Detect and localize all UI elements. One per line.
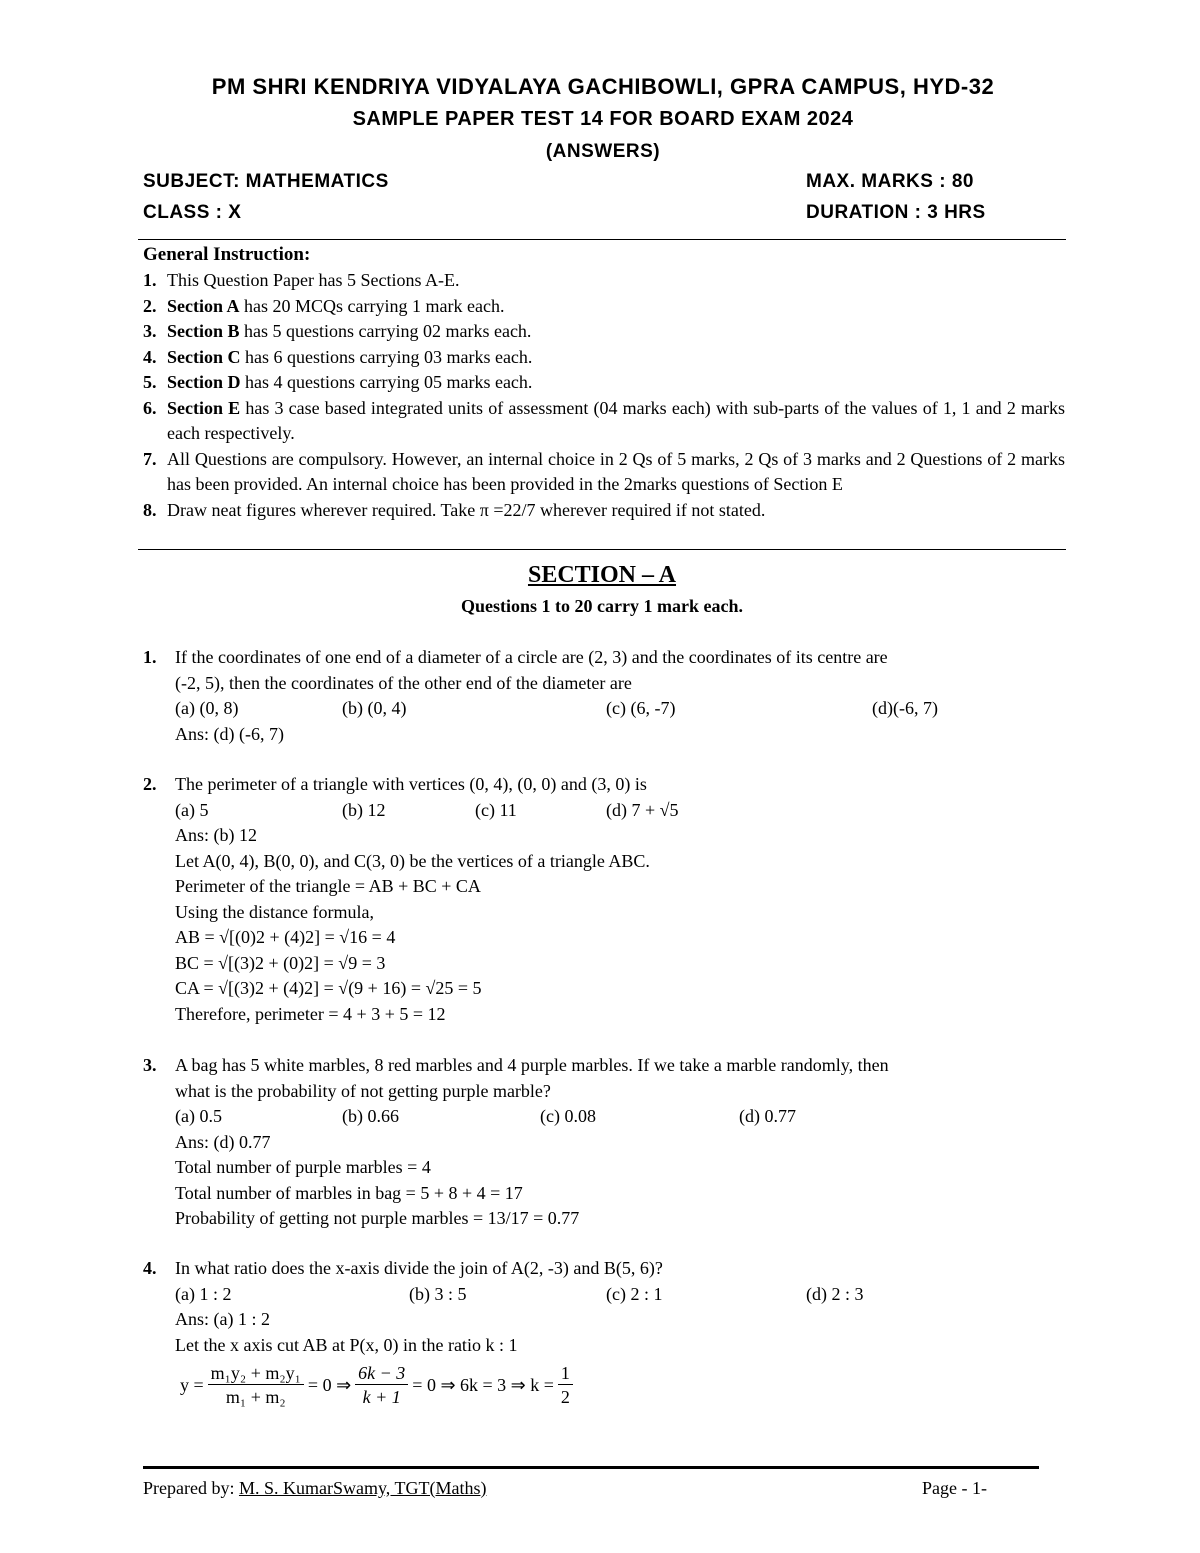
options-row (175, 798, 1063, 824)
answer-text: Ans: (b) 12 (175, 825, 257, 845)
question-text: what is the probability of not getting purple marble? (175, 1080, 551, 1101)
question-number: 1. (143, 647, 157, 667)
instruction-item: 3. Section B has 5 questions carrying 02 marks each. (143, 321, 532, 341)
instructions-divider (138, 549, 1066, 550)
fraction-substituted (355, 1362, 408, 1409)
options-row (175, 1282, 1063, 1308)
instruction-item: 1. This Question Paper has 5 Sections A-E. (143, 270, 460, 290)
option-a: (a) 1 : 2 (175, 1283, 232, 1304)
fraction-denominator: m₁ + m₂ (225, 1387, 286, 1407)
instructions-list (143, 268, 1065, 523)
section-title: SECTION – A (527, 562, 677, 588)
option-b: (b) 3 : 5 (409, 1283, 467, 1304)
equation-step: = 0 ⇒ (307, 1375, 352, 1395)
prepared-label: Prepared by: (143, 1478, 239, 1498)
equation-lhs: y = (180, 1375, 204, 1395)
working-line: BC = √[(3)2 + (0)2] = √9 = 3 (175, 952, 386, 973)
working-line: Using the distance formula, (175, 901, 374, 922)
option-a: (a) 0.5 (175, 1106, 222, 1126)
option-d: (d) 0.77 (739, 1106, 796, 1126)
question-text: If the coordinates of one end of a diameter of a circle are (2, 3) and the coordinates of its centre are (175, 647, 888, 667)
equation-step: = 0 ⇒ 6k = 3 ⇒ k = (412, 1375, 554, 1395)
header-divider (138, 239, 1066, 240)
answer-text: Ans: (a) 1 : 2 (175, 1309, 270, 1329)
section-formula-equation (178, 1362, 575, 1409)
instruction-item: 8. Draw neat figures wherever required. Take π =22/7 wherever required if not stated. (143, 499, 766, 520)
question-text: (-2, 5), then the coordinates of the other end of the diameter are (175, 672, 632, 693)
instruction-item: 7. All Questions are compulsory. However, an internal choice in 2 Qs of 5 marks, 2 Qs of 3 marks and 2 Questions of 2 marks has been provided. An internal choice has been provided in the 2marks questions of Section E (143, 448, 1065, 494)
option-d: (d) 7 + √5 (606, 799, 679, 820)
option-c: (c) 2 : 1 (606, 1283, 663, 1304)
fraction-numerator: 6k − 3 (355, 1362, 408, 1385)
instruction-item: 4. Section C has 6 questions carrying 03 marks each. (143, 346, 533, 367)
question-number: 3. (143, 1055, 157, 1075)
working-line: AB = √[(0)2 + (4)2] = √16 = 4 (175, 927, 396, 947)
answers-label: (ANSWERS) (545, 141, 661, 162)
question-text: The perimeter of a triangle with vertices (0, 4), (0, 0) and (3, 0) is (175, 774, 647, 794)
working-line: CA = √[(3)2 + (4)2] = √(9 + 16) = √25 = 5 (175, 978, 482, 998)
options-row (175, 696, 1063, 722)
instruction-item: 5. Section D has 4 questions carrying 05 marks each. (143, 372, 533, 392)
question-text: In what ratio does the x-axis divide the join of A(2, -3) and B(5, 6)? (175, 1258, 663, 1278)
instructions-title: General Instruction: (143, 244, 311, 265)
answer-text: Ans: (d) (-6, 7) (175, 723, 284, 744)
question-2 (143, 772, 1063, 1027)
duration-label: DURATION : 3 HRS (806, 202, 986, 223)
question-number: 2. (143, 774, 157, 794)
class-row (143, 202, 1043, 224)
option-d: (d) 2 : 3 (806, 1283, 864, 1304)
working-line: Total number of purple marbles = 4 (175, 1157, 431, 1177)
author-name: M. S. KumarSwamy, TGT(Maths) (238, 1478, 487, 1498)
question-3 (143, 1053, 1063, 1232)
class-label: CLASS : X (143, 202, 242, 223)
section-subtitle: Questions 1 to 20 carry 1 mark each. (461, 596, 743, 616)
option-c: (c) 11 (475, 799, 517, 820)
fraction-denominator: k + 1 (362, 1387, 401, 1407)
option-d: (d)(-6, 7) (872, 698, 938, 718)
instruction-item: 2. Section A has 20 MCQs carrying 1 mark each. (143, 295, 505, 316)
max-marks-label: MAX. MARKS : 80 (806, 171, 974, 192)
subject-row (143, 171, 1043, 193)
options-row (175, 1104, 1063, 1130)
fraction-numerator: m₁y₂ + m₂y₁ (208, 1362, 304, 1385)
option-b: (b) (0, 4) (342, 698, 407, 718)
option-b: (b) 0.66 (342, 1106, 399, 1126)
instruction-item: 6. Section E has 3 case based integrated units of assessment (04 marks each) with sub-parts of the values of 1, 1 and 2 marks each respectively. (143, 397, 1065, 443)
question-4 (143, 1256, 1063, 1358)
option-b: (b) 12 (342, 799, 386, 820)
fraction-denominator: 2 (560, 1387, 570, 1407)
working-line: Total number of marbles in bag = 5 + 8 + 4 = 17 (175, 1182, 523, 1203)
option-a: (a) (0, 8) (175, 698, 239, 718)
school-name: PM SHRI KENDRIYA VIDYALAYA GACHIBOWLI, GPRA CAMPUS, HYD-32 (211, 74, 995, 99)
question-number: 4. (143, 1258, 157, 1278)
subject-label: SUBJECT: MATHEMATICS (143, 171, 389, 192)
test-title: SAMPLE PAPER TEST 14 FOR BOARD EXAM 2024 (352, 108, 854, 130)
page-number: Page - 1- (922, 1478, 987, 1498)
working-line: Probability of getting not purple marbles = 13/17 = 0.77 (175, 1208, 580, 1228)
working-line: Let the x axis cut AB at P(x, 0) in the ratio k : 1 (175, 1334, 518, 1355)
footer-divider (143, 1466, 1039, 1469)
fraction-numerator: 1 (558, 1362, 573, 1385)
fraction-result (558, 1362, 573, 1409)
fraction-section-formula (208, 1362, 304, 1409)
answer-text: Ans: (d) 0.77 (175, 1131, 271, 1152)
option-c: (c) (6, -7) (606, 698, 676, 718)
footer-prepared-by (143, 1478, 486, 1499)
working-line: Let A(0, 4), B(0, 0), and C(3, 0) be the vertices of a triangle ABC. (175, 850, 650, 871)
option-a: (a) 5 (175, 799, 209, 820)
question-text: A bag has 5 white marbles, 8 red marbles and 4 purple marbles. If we take a marble randomly, then (175, 1055, 889, 1075)
option-c: (c) 0.08 (540, 1106, 596, 1126)
working-line: Therefore, perimeter = 4 + 3 + 5 = 12 (175, 1003, 446, 1024)
question-1 (143, 645, 1063, 747)
working-line: Perimeter of the triangle = AB + BC + CA (175, 876, 481, 896)
